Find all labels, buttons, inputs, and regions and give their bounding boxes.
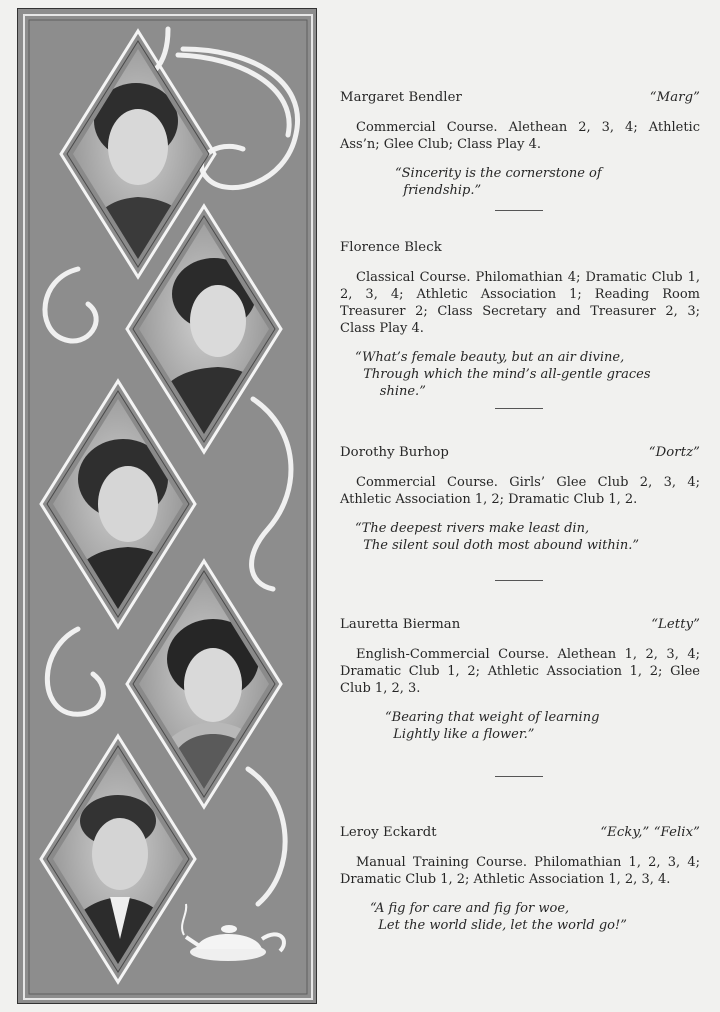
entry-header [340,825,700,845]
entry-header [340,240,700,260]
student-name: Dorothy Burhop [340,445,449,460]
student-name: Florence Bleck [340,240,442,255]
student-name: Margaret Bendler [340,90,462,105]
entry-lauretta-bierman [340,617,700,743]
student-name: Leroy Eckardt [340,825,437,840]
entry-florence-bleck [340,240,700,400]
student-quote: “What’s female beauty, but an air divine, Through which the mind’s all-gentle graces shine.” [355,350,651,399]
student-nickname: “Marg” [649,90,700,105]
student-quote: “Bearing that weight of learning Lightly like a flower.” [385,710,600,742]
entry-header [340,445,700,465]
divider [495,210,543,211]
divider [495,580,543,581]
student-quote: “The deepest rivers make least din, The silent soul doth most abound within.” [355,521,640,553]
entry-header [340,90,700,110]
oil-lamp-icon [182,904,284,961]
student-activities: English-Commercial Course. Alethean 1, 2, 3, 4; Dramatic Club 1, 2; Athletic Association 1, 2; Glee Club 1, 2, 3. [340,647,700,696]
student-nickname: “Letty” [651,617,700,632]
photo-panel [17,8,317,1004]
divider [495,408,543,409]
student-quote: “Sincerity is the cornerstone of friendship.” [395,166,602,198]
entry-header [340,617,700,637]
photo-panel-art [18,9,318,1005]
student-activities: Classical Course. Philomathian 4; Dramatic Club 1, 2, 3, 4; Athletic Association 1; Reading Room Treasurer 2; Class Secretary and Treasurer 2, 3; Class Play 4. [340,270,700,336]
student-activities: Commercial Course. Alethean 2, 3, 4; Athletic Ass’n; Glee Club; Class Play 4. [340,120,700,152]
portrait-lauretta-bierman [134,574,276,794]
entry-dorothy-burhop [340,445,700,554]
portrait-dorothy-burhop [48,394,188,614]
portrait-florence-bleck [134,219,278,439]
divider [495,776,543,777]
student-nickname: “Ecky,” “Felix” [600,825,700,840]
entry-leroy-eckardt [340,825,700,934]
student-quote: “A fig for care and fig for woe, Let the world slide, let the world go!” [370,901,627,933]
student-nickname: “Dortz” [648,445,700,460]
entry-margaret-bendler [340,90,700,199]
student-activities: Commercial Course. Girls’ Glee Club 2, 3, 4; Athletic Association 1, 2; Dramatic Club 1, 2. [340,475,700,507]
student-activities: Manual Training Course. Philomathian 1, 2, 3, 4; Dramatic Club 1, 2; Athletic Association 1, 2, 3, 4. [340,855,700,887]
student-name: Lauretta Bierman [340,617,461,632]
portrait-leroy-eckardt [48,749,188,969]
